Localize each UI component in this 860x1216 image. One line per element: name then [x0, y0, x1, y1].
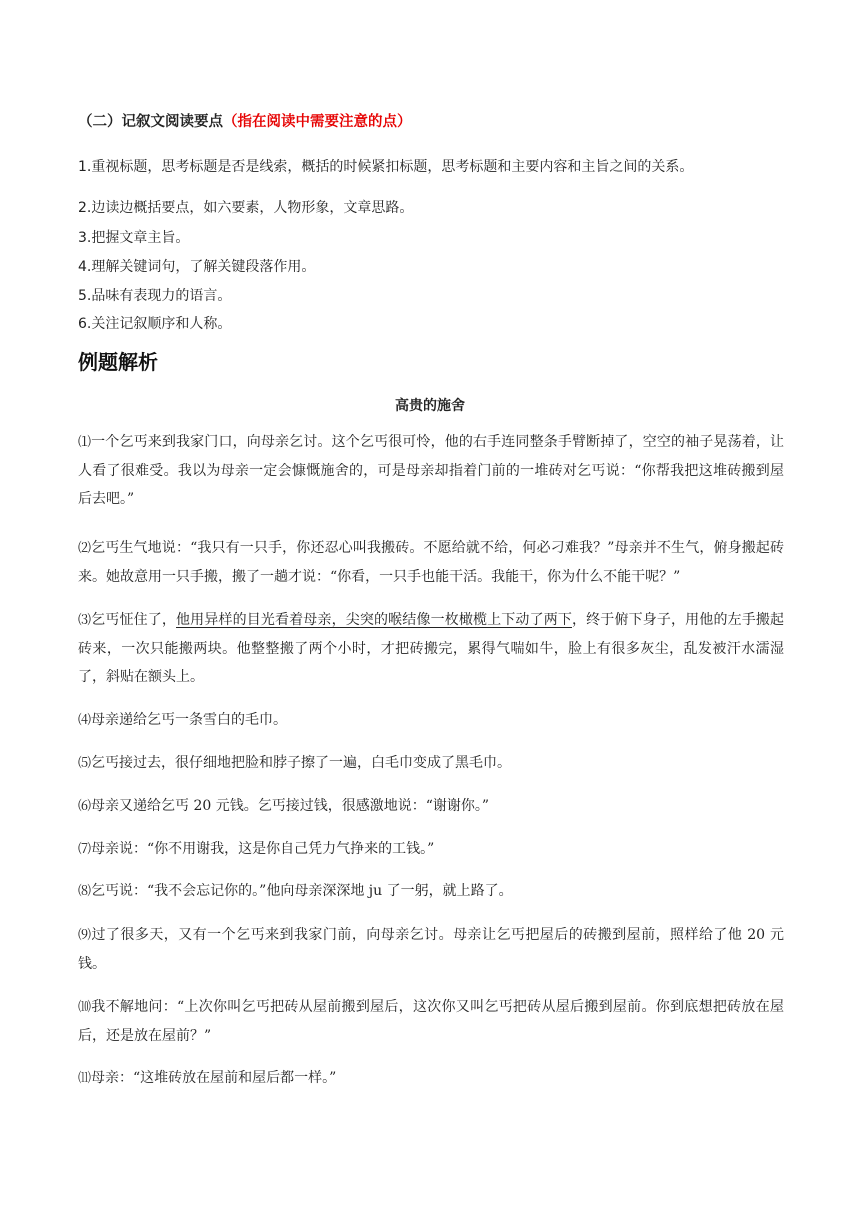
story-paragraph [78, 835, 784, 864]
paragraph-number: ⑼ [78, 928, 92, 943]
example-heading: 例题解析 [78, 350, 158, 374]
reading-point: 5.品味有表现力的语言。 [78, 288, 232, 304]
paragraph-text: 乞丐怔住了， [91, 612, 177, 628]
story-title: 高贵的施舍 [395, 398, 465, 414]
paragraph-text: 母亲说：“你不用谢我，这是你自己凭力气挣来的工钱。” [91, 841, 435, 857]
paragraph-number: ⑺ [78, 842, 92, 857]
story-paragraph [78, 993, 784, 1050]
underlined-sentence: 他用异样的目光看着母亲，尖突的喉结像一枚橄榄上下动了两下 [176, 612, 573, 628]
reading-point: 2.边读边概括要点，如六要素，人物形象，文章思路。 [78, 200, 414, 216]
story-paragraph [78, 1064, 784, 1093]
paragraph-number: ⑹ [78, 799, 92, 814]
section-heading-note: （指在阅读中需要注意的点） [223, 114, 412, 130]
paragraph-number: ⑵ [78, 541, 92, 556]
paragraph-number: ⑽ [78, 1000, 92, 1015]
story-paragraph [78, 921, 784, 978]
paragraph-text: 母亲又递给乞丐 20 元钱。乞丐接过钱，很感激地说：“谢谢你。” [91, 798, 490, 814]
paragraph-number: ⑻ [78, 884, 92, 899]
paragraph-number: ⑶ [78, 613, 92, 628]
paragraph-number: ⑷ [78, 713, 92, 728]
paragraph-text: 乞丐说：“我不会忘记你的。”他向母亲深深地 ju 了一躬，就上路了。 [91, 883, 513, 899]
story-paragraph [78, 534, 784, 591]
section-heading [78, 110, 783, 131]
story-paragraph [78, 706, 784, 735]
paragraph-text: 母亲：“这堆砖放在屋前和屋后都一样。” [91, 1070, 337, 1086]
story-paragraph [78, 749, 784, 778]
section-heading-text: （二）记叙文阅读要点 [78, 114, 223, 130]
reading-point: 1.重视标题，思考标题是否是线索，概括的时候紧扣标题，思考标题和主要内容和主旨之间的关系。 [78, 159, 694, 175]
story-paragraph [78, 428, 784, 513]
paragraph-number: ⑴ [78, 435, 92, 450]
paragraph-number: ⑾ [78, 1071, 92, 1086]
reading-point: 3.把握文章主旨。 [78, 230, 190, 246]
story-paragraph [78, 606, 784, 691]
story-paragraph [78, 877, 784, 906]
reading-point: 4.理解关键词句，了解关键段落作用。 [78, 259, 316, 275]
paragraph-text: 母亲递给乞丐一条雪白的毛巾。 [91, 712, 288, 728]
paragraph-text: 乞丐接过去，很仔细地把脸和脖子擦了一遍，白毛巾变成了黑毛巾。 [91, 755, 512, 771]
paragraph-text: 过了很多天，又有一个乞丐来到我家门前，向母亲乞讨。母亲让乞丐把屋后的砖搬到屋前，照样给了他 20 元钱。 [78, 927, 784, 972]
paragraph-text: 我不解地问：“上次你叫乞丐把砖从屋前搬到屋后，这次你又叫乞丐把砖从屋后搬到屋前。你到底想把砖放在屋后，还是放在屋前？” [78, 999, 784, 1044]
paragraph-text: 一个乞丐来到我家门口，向母亲乞讨。这个乞丐很可怜，他的右手连同整条手臂断掉了，空空的袖子晃荡着，让人看了很难受。我以为母亲一定会慷慨施舍的，可是母亲却指着门前的一堆砖对乞丐说：“你帮我把这堆砖搬到屋后去吧。” [78, 434, 784, 507]
reading-point: 6.关注记叙顺序和人称。 [78, 316, 232, 332]
paragraph-text: ，终于俯下身子，用他的左手搬起砖来，一次只能搬两块。他整整搬了两个小时，才把砖搬完，累得气喘如牛，脸上有很多灰尘，乱发被汗水濡湿了，斜贴在额头上。 [78, 612, 785, 685]
story-paragraph [78, 792, 784, 821]
paragraph-number: ⑸ [78, 756, 92, 771]
paragraph-text: 乞丐生气地说：“我只有一只手，你还忍心叫我搬砖。不愿给就不给，何必刁难我？”母亲并不生气，俯身搬起砖来。她故意用一只手搬，搬了一趟才说：“你看，一只手也能干活。我能干，你为什么不能干呢？” [78, 540, 784, 585]
